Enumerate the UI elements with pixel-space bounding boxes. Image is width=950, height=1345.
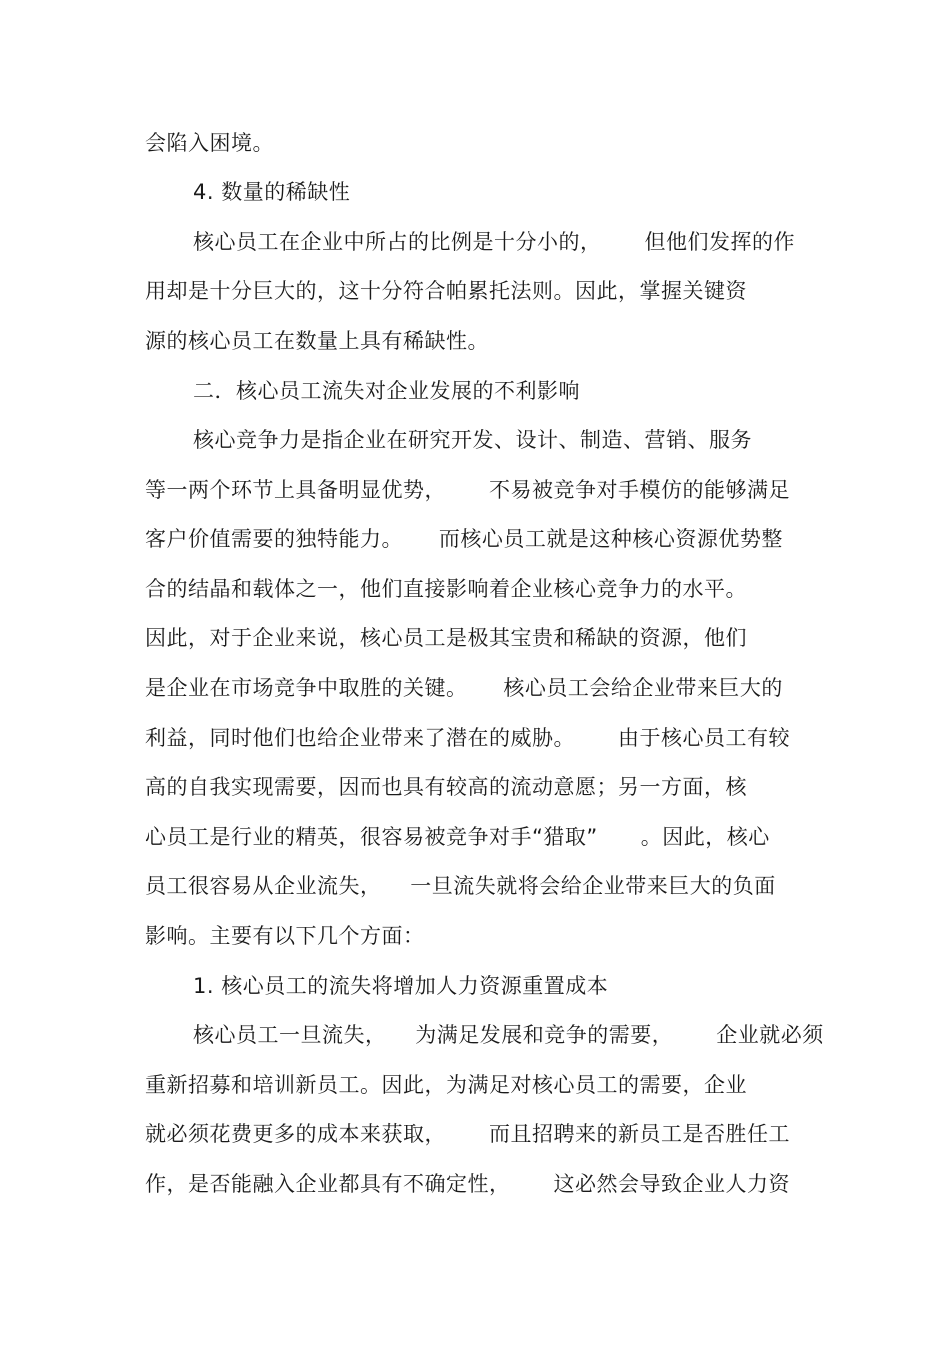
paragraph-line: 客户价值需要的独特能力。 而核心员工就是这种核心资源优势整 <box>145 527 783 551</box>
paragraph-line: 核心员工在企业中所占的比例是十分小的， 但他们发挥的作 <box>193 230 796 254</box>
paragraph-line: 用却是十分巨大的，这十分符合帕累托法则。因此，掌握关键资 <box>145 279 747 303</box>
paragraph-line: 核心员工一旦流失， 为满足发展和竞争的需要， 企业就必须 <box>193 1023 824 1047</box>
paragraph-line: 是企业在市场竞争中取胜的关键。 核心员工会给企业带来巨大的 <box>145 676 783 700</box>
section-heading: 二．核心员工流失对企业发展的不利影响 <box>193 379 580 403</box>
paragraph-line: 就必须花费更多的成本来获取， 而且招聘来的新员工是否胜任工 <box>145 1122 791 1146</box>
paragraph-line: 员工很容易从企业流失， 一旦流失就将会给企业带来巨大的负面 <box>145 874 776 898</box>
paragraph-line: 利益，同时他们也给企业带来了潜在的威胁。 由于核心员工有较 <box>145 726 791 750</box>
paragraph-line: 等一两个环节上具备明显优势， 不易被竞争对手模仿的能够满足 <box>145 478 791 502</box>
paragraph-line: 影响。主要有以下几个方面： <box>145 924 425 948</box>
paragraph-line: 心员工是行业的精英，很容易被竞争对手“猎取” 。因此，核心 <box>145 825 770 849</box>
paragraph-line: 重新招募和培训新员工。因此，为满足对核心员工的需要，企业 <box>145 1073 747 1097</box>
paragraph-line: 合的结晶和载体之一，他们直接影响着企业核心竞争力的水平。 <box>145 577 747 601</box>
paragraph-line: 因此，对于企业来说，核心员工是极其宝贵和稀缺的资源，他们 <box>145 626 747 650</box>
paragraph-line: 作，是否能融入企业都具有不确定性， 这必然会导致企业人力资 <box>145 1172 791 1196</box>
section-heading: 1. 核心员工的流失将增加人力资源重置成本 <box>193 974 609 998</box>
paragraph-line: 源的核心员工在数量上具有稀缺性。 <box>145 329 489 353</box>
section-heading: 4. 数量的稀缺性 <box>193 180 351 204</box>
text-line: 会陷入困境。 <box>145 131 274 155</box>
paragraph-line: 高的自我实现需要，因而也具有较高的流动意愿；另一方面，核 <box>145 775 747 799</box>
paragraph-line: 核心竞争力是指企业在研究开发、设计、制造、营销、服务 <box>193 428 752 452</box>
